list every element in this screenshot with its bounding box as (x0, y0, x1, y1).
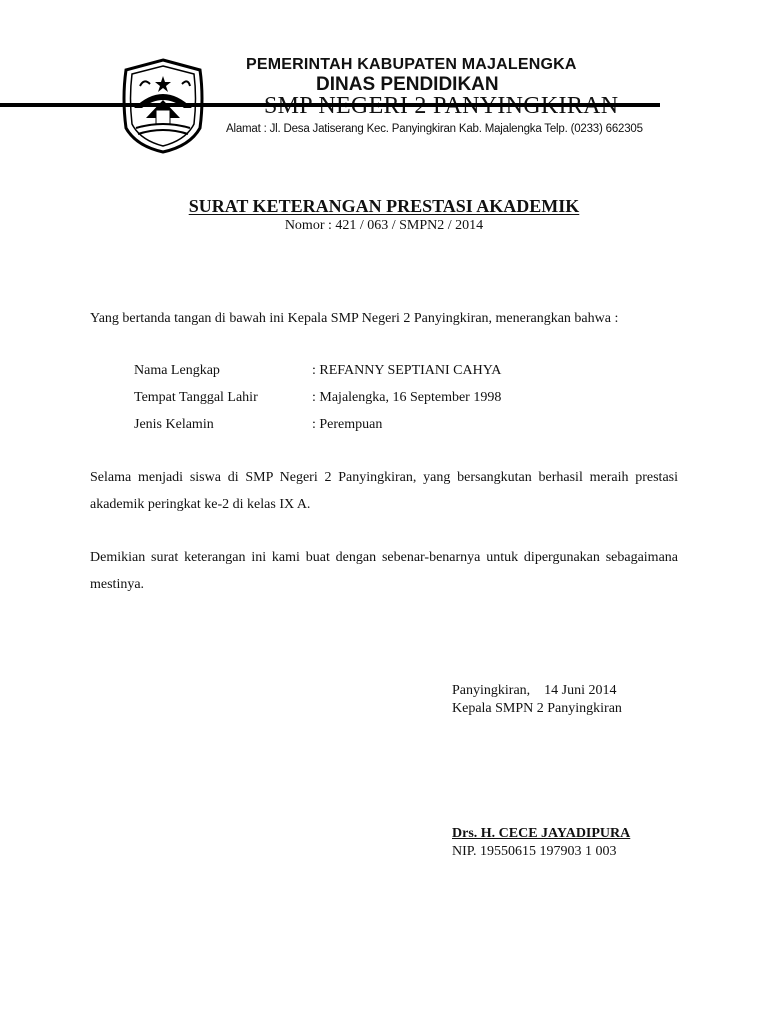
signer-name: Drs. H. CECE JAYADIPURA (452, 826, 631, 841)
identity-value: : REFANNY SEPTIANI CAHYA (312, 363, 502, 378)
intro-paragraph: Yang bertanda tangan di bawah ini Kepala SMP Negeri 2 Panyingkiran, menerangkan bahwa : (90, 311, 619, 326)
letterhead-address: Alamat : Jl. Desa Jatiserang Kec. Panyingkiran Kab. Majalengka Telp. (0233) 662305 (226, 123, 643, 135)
header-divider (0, 103, 660, 107)
identity-label: Jenis Kelamin (134, 417, 214, 432)
achievement-paragraph: Selama menjadi siswa di SMP Negeri 2 Panyingkiran, yang bersangkutan berhasil meraih prestasi akademik peringkat ke-2 di kelas IX A. (90, 470, 678, 512)
identity-label: Nama Lengkap (134, 363, 220, 378)
identity-row-name (134, 357, 501, 384)
document-number: Nomor : 421 / 063 / SMPN2 / 2014 (284, 218, 484, 233)
identity-table (134, 357, 501, 438)
identity-row-gender (134, 411, 501, 438)
signature-place-date (452, 682, 622, 718)
identity-label: Tempat Tanggal Lahir (134, 390, 258, 405)
identity-row-birth (134, 384, 501, 411)
signer-nip: NIP. 19550615 197903 1 003 (452, 844, 617, 859)
document-title: SURAT KETERANGAN PRESTASI AKADEMIK (188, 196, 580, 216)
letterhead-government: PEMERINTAH KABUPATEN MAJALENGKA (246, 56, 577, 73)
identity-value: : Perempuan (312, 417, 383, 432)
identity-value: : Majalengka, 16 September 1998 (312, 390, 502, 405)
place-date: Panyingkiran, 14 Juni 2014 (452, 683, 617, 698)
letterhead-department: DINAS PENDIDIKAN (316, 74, 499, 95)
signer-position: Kepala SMPN 2 Panyingkiran (452, 701, 622, 716)
signer-block (452, 825, 630, 861)
closing-paragraph: Demikian surat keterangan ini kami buat dengan sebenar-benarnya untuk dipergunakan sebagaimana mestinya. (90, 550, 678, 592)
